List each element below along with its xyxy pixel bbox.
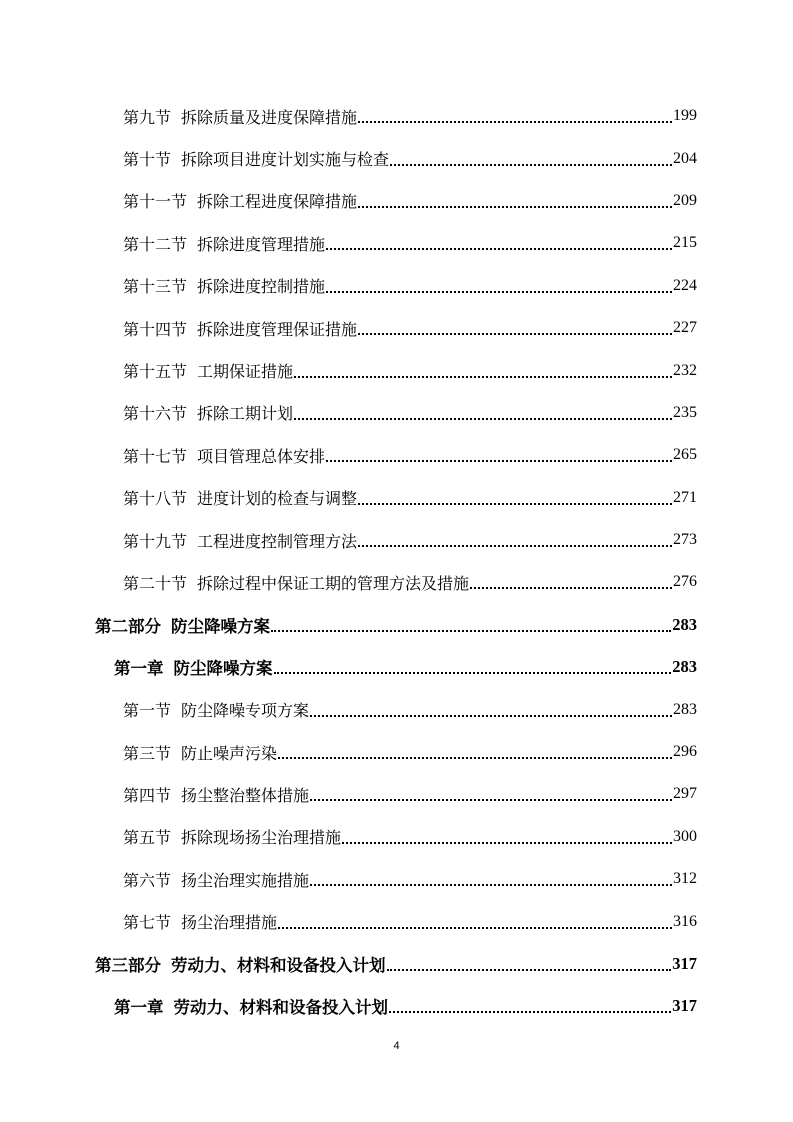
toc-entry[interactable] [0, 731, 793, 773]
toc-entry-page: 199 [673, 107, 697, 125]
toc-entry[interactable] [0, 816, 793, 858]
toc-entry-page: 317 [672, 954, 697, 973]
toc-entry[interactable] [0, 519, 793, 561]
toc-entry-number: 第十四节 [123, 319, 188, 339]
toc-entry-title: 防尘降噪方案 [171, 616, 270, 636]
dot-leader [310, 783, 672, 801]
toc-entry-number: 第二部分 [95, 616, 161, 636]
toc-entry[interactable] [0, 307, 793, 349]
toc-entry-title: 拆除现场扬尘治理措施 [181, 828, 342, 848]
toc-entry-title: 劳动力、材料和设备投入计划 [171, 956, 386, 975]
toc-entry-page: 204 [673, 149, 697, 167]
toc-entry-number: 第一节 [123, 701, 172, 721]
toc-entry-title: 工程进度控制管理方法 [197, 531, 358, 551]
toc-entry-number: 第十六节 [123, 404, 188, 424]
toc-entry-title: 扬尘治理措施 [181, 913, 278, 933]
toc-entry-number: 第九节 [123, 107, 172, 127]
dot-leader [274, 656, 672, 674]
toc-entry[interactable] [0, 773, 793, 815]
toc-entry[interactable] [0, 95, 793, 137]
toc-entry-page: 283 [672, 657, 697, 677]
toc-entry-page: 316 [673, 912, 697, 930]
toc-entry-page: 209 [673, 191, 697, 209]
toc-entry-number: 第十八节 [123, 489, 188, 509]
toc-entry-page: 235 [673, 403, 697, 421]
toc-entry-page: 312 [673, 870, 697, 888]
toc-entry[interactable] [0, 688, 793, 730]
toc-entry-number: 第四节 [123, 785, 172, 805]
toc-entry-title: 拆除进度管理措施 [197, 234, 326, 254]
toc-entry-number: 第一章 [114, 998, 164, 1018]
toc-entry[interactable] [0, 222, 793, 264]
toc-entry-page: 265 [673, 446, 697, 464]
toc-entry[interactable] [0, 477, 793, 519]
dot-leader [358, 190, 672, 208]
toc-entry-title: 防尘降噪专项方案 [181, 701, 310, 721]
toc-entry[interactable] [0, 265, 793, 307]
dot-leader [278, 911, 672, 929]
toc-entry[interactable] [0, 349, 793, 391]
toc-entry-page: 215 [673, 234, 697, 252]
dot-leader [358, 529, 672, 547]
toc-entry-title: 防尘降噪方案 [173, 659, 273, 679]
toc-entry-title: 拆除工期计划 [197, 404, 294, 424]
toc-entry-page: 283 [673, 700, 697, 718]
dot-leader [326, 444, 672, 462]
dot-leader [387, 953, 672, 971]
toc-entry[interactable] [0, 646, 793, 688]
toc-entry-title: 进度计划的检查与调整 [197, 489, 358, 509]
dot-leader [278, 741, 672, 759]
dot-leader [358, 487, 672, 505]
toc-entry-page: 232 [673, 361, 697, 379]
toc-entry-number: 第十七节 [123, 446, 188, 466]
dot-leader [358, 105, 672, 123]
table-of-contents [0, 95, 793, 1028]
toc-entry-page: 271 [673, 488, 697, 506]
toc-entry-title: 拆除过程中保证工期的管理方法及措施 [197, 573, 470, 593]
dot-leader [310, 699, 672, 717]
toc-entry-number: 第三部分 [95, 956, 161, 975]
toc-entry-page: 227 [673, 319, 697, 337]
dot-leader [358, 317, 672, 335]
toc-entry-title: 拆除进度管理保证措施 [197, 319, 358, 339]
toc-entry-title: 扬尘整治整体措施 [181, 785, 310, 805]
toc-entry-title: 项目管理总体安排 [197, 446, 326, 466]
toc-entry-page: 283 [672, 614, 697, 634]
toc-entry[interactable] [0, 561, 793, 603]
dot-leader [294, 402, 672, 420]
toc-entry[interactable] [0, 858, 793, 900]
toc-entry-page: 273 [673, 531, 697, 549]
toc-entry[interactable] [0, 180, 793, 222]
toc-entry-page: 296 [673, 743, 697, 761]
toc-entry-number: 第十节 [123, 150, 172, 170]
toc-entry[interactable] [0, 900, 793, 942]
toc-entry[interactable] [0, 392, 793, 434]
toc-entry[interactable] [0, 985, 793, 1027]
toc-entry-page: 276 [673, 573, 697, 591]
page-footer [0, 1040, 793, 1052]
toc-entry-title: 拆除质量及进度保障措施 [181, 107, 358, 127]
dot-leader [342, 826, 672, 844]
dot-leader [390, 148, 672, 166]
toc-entry-page: 317 [672, 996, 697, 1016]
toc-entry-title: 工期保证措施 [197, 362, 294, 382]
toc-entry-number: 第六节 [123, 870, 172, 890]
toc-entry[interactable] [0, 943, 793, 985]
toc-entry-number: 第十五节 [123, 362, 188, 382]
toc-entry-number: 第五节 [123, 828, 172, 848]
dot-leader [310, 868, 672, 886]
toc-entry-number: 第二十节 [123, 573, 188, 593]
toc-entry[interactable] [0, 604, 793, 646]
toc-entry-page: 300 [673, 827, 697, 845]
dot-leader [389, 995, 671, 1013]
dot-leader [271, 614, 671, 632]
toc-entry-number: 第一章 [114, 659, 164, 679]
toc-entry-title: 劳动力、材料和设备投入计划 [173, 998, 388, 1018]
toc-entry-page: 297 [673, 785, 697, 803]
toc-entry-number: 第十九节 [123, 531, 188, 551]
dot-leader [294, 360, 672, 378]
page-number: 4 [393, 1040, 400, 1052]
toc-entry-page: 224 [673, 276, 697, 294]
toc-entry-number: 第七节 [123, 913, 172, 933]
dot-leader [326, 232, 672, 250]
toc-entry-title: 拆除工程进度保障措施 [197, 192, 358, 212]
dot-leader [326, 275, 672, 293]
toc-entry-number: 第十三节 [123, 277, 188, 297]
dot-leader [470, 571, 672, 589]
toc-entry-title: 扬尘治理实施措施 [181, 870, 310, 890]
toc-entry[interactable] [0, 434, 793, 476]
toc-entry-number: 第十一节 [123, 192, 188, 212]
toc-entry[interactable] [0, 137, 793, 179]
toc-entry-title: 防止噪声污染 [181, 743, 278, 763]
toc-entry-title: 拆除进度控制措施 [197, 277, 326, 297]
toc-entry-number: 第三节 [123, 743, 172, 763]
toc-entry-number: 第十二节 [123, 234, 188, 254]
toc-entry-title: 拆除项目进度计划实施与检查 [181, 150, 390, 170]
